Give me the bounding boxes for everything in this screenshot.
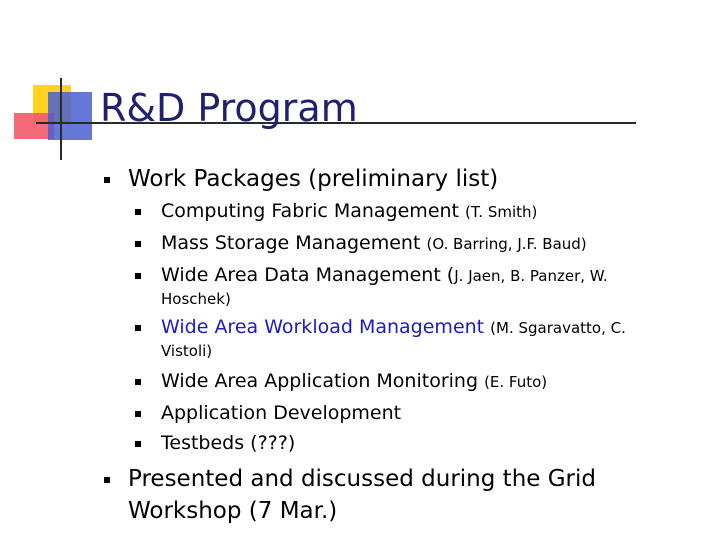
bullet-text: Computing Fabric Management [161, 200, 459, 222]
square-bullet-icon [135, 411, 141, 417]
bullet-note: (M. Sgaravatto, C. [490, 319, 626, 337]
bullet-text: Presented and discussed during the Grid [128, 466, 596, 492]
square-bullet-icon [135, 241, 141, 247]
subbullet-fabric [161, 200, 537, 222]
bullet-text: Application Development [161, 402, 402, 424]
subbullet-data-mgmt [161, 264, 608, 286]
square-bullet-icon [135, 273, 141, 279]
subbullet-app-dev [161, 402, 401, 424]
bullet-presented [128, 466, 596, 492]
bullet-text: Testbeds (???) [161, 432, 296, 454]
subbullet-storage [161, 232, 587, 254]
bullet-text: Wide Area Application Monitoring [161, 370, 479, 392]
subbullet-monitoring [161, 370, 547, 392]
square-bullet-icon [135, 379, 141, 385]
bullet-text: Wide Area Data Management ( [161, 264, 455, 286]
decor-blue-square [48, 92, 92, 140]
bullet-continuation: Workshop (7 Mar.) [128, 498, 338, 524]
bullet-note: (E. Futo) [484, 373, 548, 391]
bullet-note-continuation: Vistoli) [161, 342, 213, 360]
subbullet-workload [161, 316, 626, 338]
square-bullet-icon [135, 325, 141, 331]
bullet-note: J. Jaen, B. Panzer, W. [454, 267, 608, 285]
square-bullet-icon [135, 441, 141, 447]
square-bullet-icon [104, 477, 110, 483]
bullet-note-continuation: Hoschek) [161, 290, 231, 308]
subbullet-testbeds [161, 432, 295, 454]
bullet-note: (O. Barring, J.F. Baud) [426, 235, 587, 253]
slide-title: R&D Program [100, 86, 358, 130]
bullet-note: (T. Smith) [465, 203, 538, 221]
bullet-work-packages [128, 166, 498, 192]
decor-vertical-rule [60, 78, 62, 160]
bullet-text: Wide Area Workload Management [161, 316, 485, 338]
bullet-text: Mass Storage Management [161, 232, 421, 254]
square-bullet-icon [104, 177, 110, 183]
square-bullet-icon [135, 209, 141, 215]
bullet-text: Work Packages (preliminary list) [128, 166, 499, 192]
